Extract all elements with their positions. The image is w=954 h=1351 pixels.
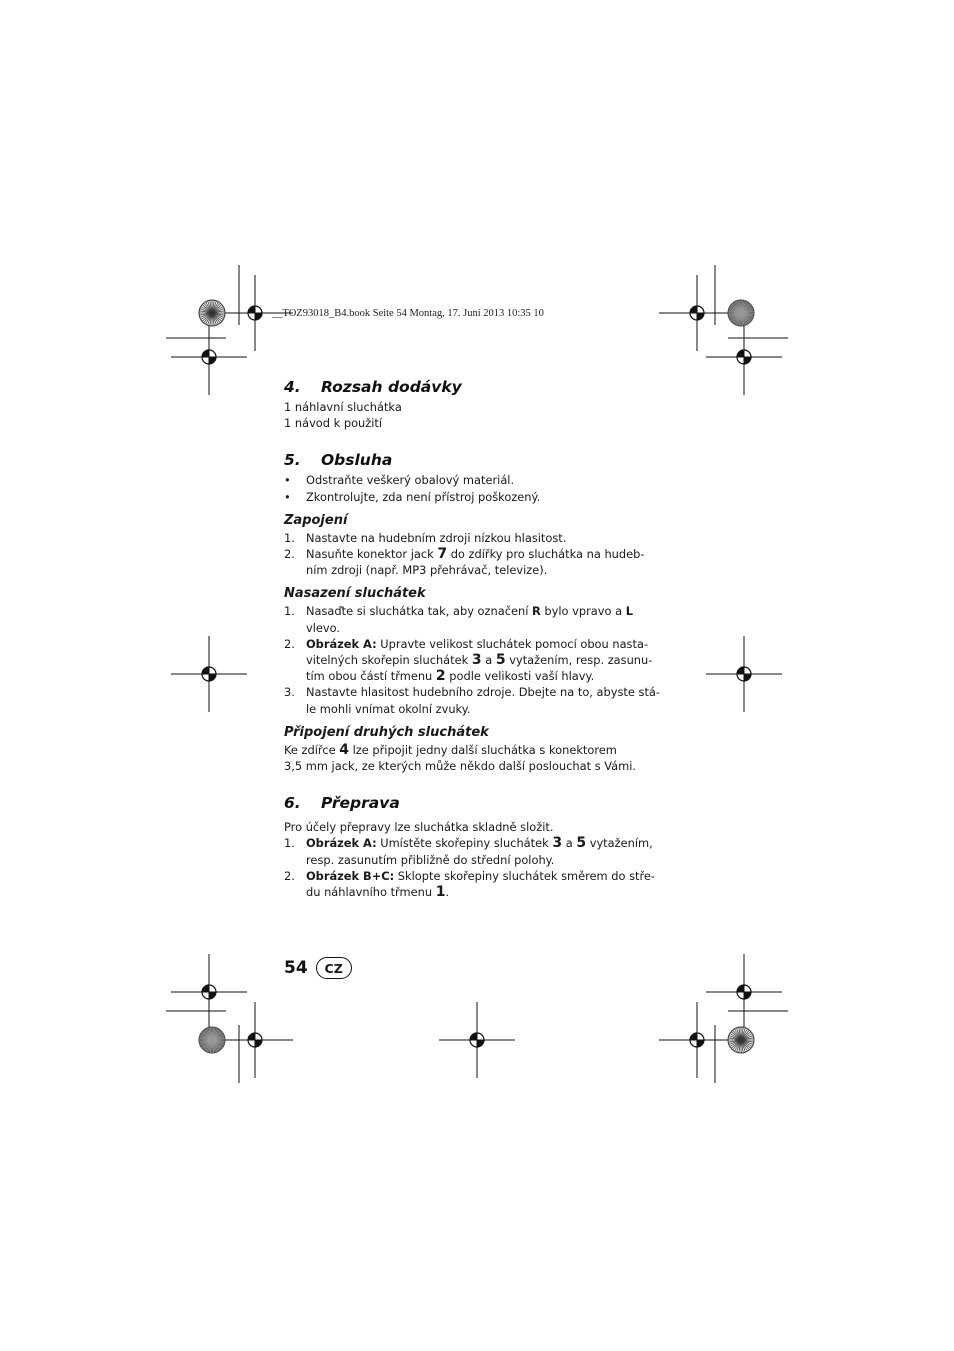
section-6-heading: [284, 792, 654, 815]
zapojeni-step-2: 2. Nasuňte konektor jack 7 do zdířky pro sluchátka na hudeb- ním zdroji (např. MP3 přehrávač, televize).: [284, 546, 645, 578]
zapojeni-heading: Zapojení: [284, 512, 348, 528]
bullet-marker: •: [284, 489, 291, 504]
page-footer: [284, 957, 352, 979]
language-badge: CZ: [316, 957, 352, 979]
page-number: 54: [284, 958, 308, 978]
zapojeni-step-1: 1. Nastavte na hudebním zdroji nízkou hlasitost.: [284, 530, 567, 545]
section-6-title: Přeprava: [321, 794, 400, 813]
print-slug: __TOZ93018_B4.book Seite 54 Montag, 17. Juni 2013 10:35 10: [272, 308, 544, 319]
transport-step-1: 1. Obrázek A: Umístěte skořepiny sluchátek 3 a 5 vytažením, resp. zasunutím přibližně do střední polohy.: [284, 835, 653, 867]
section-4-heading: [284, 376, 654, 399]
delivery-item-2: 1 návod k použití: [284, 416, 383, 431]
nasazeni-step-3: 3. Nastavte hlasitost hudebního zdroje. Dbejte na to, abyste stá- le mohli vnímat okolní zvuky.: [284, 685, 660, 716]
nasazeni-step-1: 1. Nasaďte si sluchátka tak, aby označení R bylo vpravo a L vlevo.: [284, 604, 633, 635]
page-content: [284, 376, 660, 901]
transport-intro: Pro účely přepravy lze sluchátka skladně složit.: [284, 820, 554, 835]
section-6-number: 6.: [284, 794, 301, 813]
pripojeni-heading: Připojení druhých sluchátek: [284, 724, 489, 740]
bullet-item-2: • Zkontrolujte, zda není přístroj poškozený.: [284, 489, 541, 504]
section-5-title: Obsluha: [321, 451, 393, 470]
section-5-heading: [284, 449, 654, 472]
bullet-item-1: • Odstraňte veškerý obalový materiál.: [284, 473, 515, 488]
pripojeni-text: Ke zdířce 4 lze připojit jedny další sluchátka s konektorem 3,5 mm jack, ze kterých může někdo další poslouchat s Vámi.: [284, 741, 637, 774]
delivery-item-1: 1 náhlavní sluchátka: [284, 400, 402, 414]
nasazeni-heading: Nasazení sluchátek: [284, 586, 426, 602]
section-4-number: 4.: [284, 378, 301, 396]
nasazeni-step-2: 2. Obrázek A: Upravte velikost sluchátek pomocí obou nasta- vitelných skořepin sluchátek 3 a 5 vytažením, resp. zasunu- tím obou částí třmenu 2 podle velikosti vaší hlavy.: [284, 636, 653, 685]
section-4-title: Rozsah dodávky: [321, 378, 462, 396]
transport-step-2: 2. Obrázek B+C: Sklopte skořepiny sluchátek směrem do stře- du náhlavního třmenu 1.: [284, 868, 656, 901]
bullet-marker: •: [284, 473, 291, 488]
part-ref-7: 7: [437, 546, 448, 563]
section-5-number: 5.: [284, 451, 301, 470]
